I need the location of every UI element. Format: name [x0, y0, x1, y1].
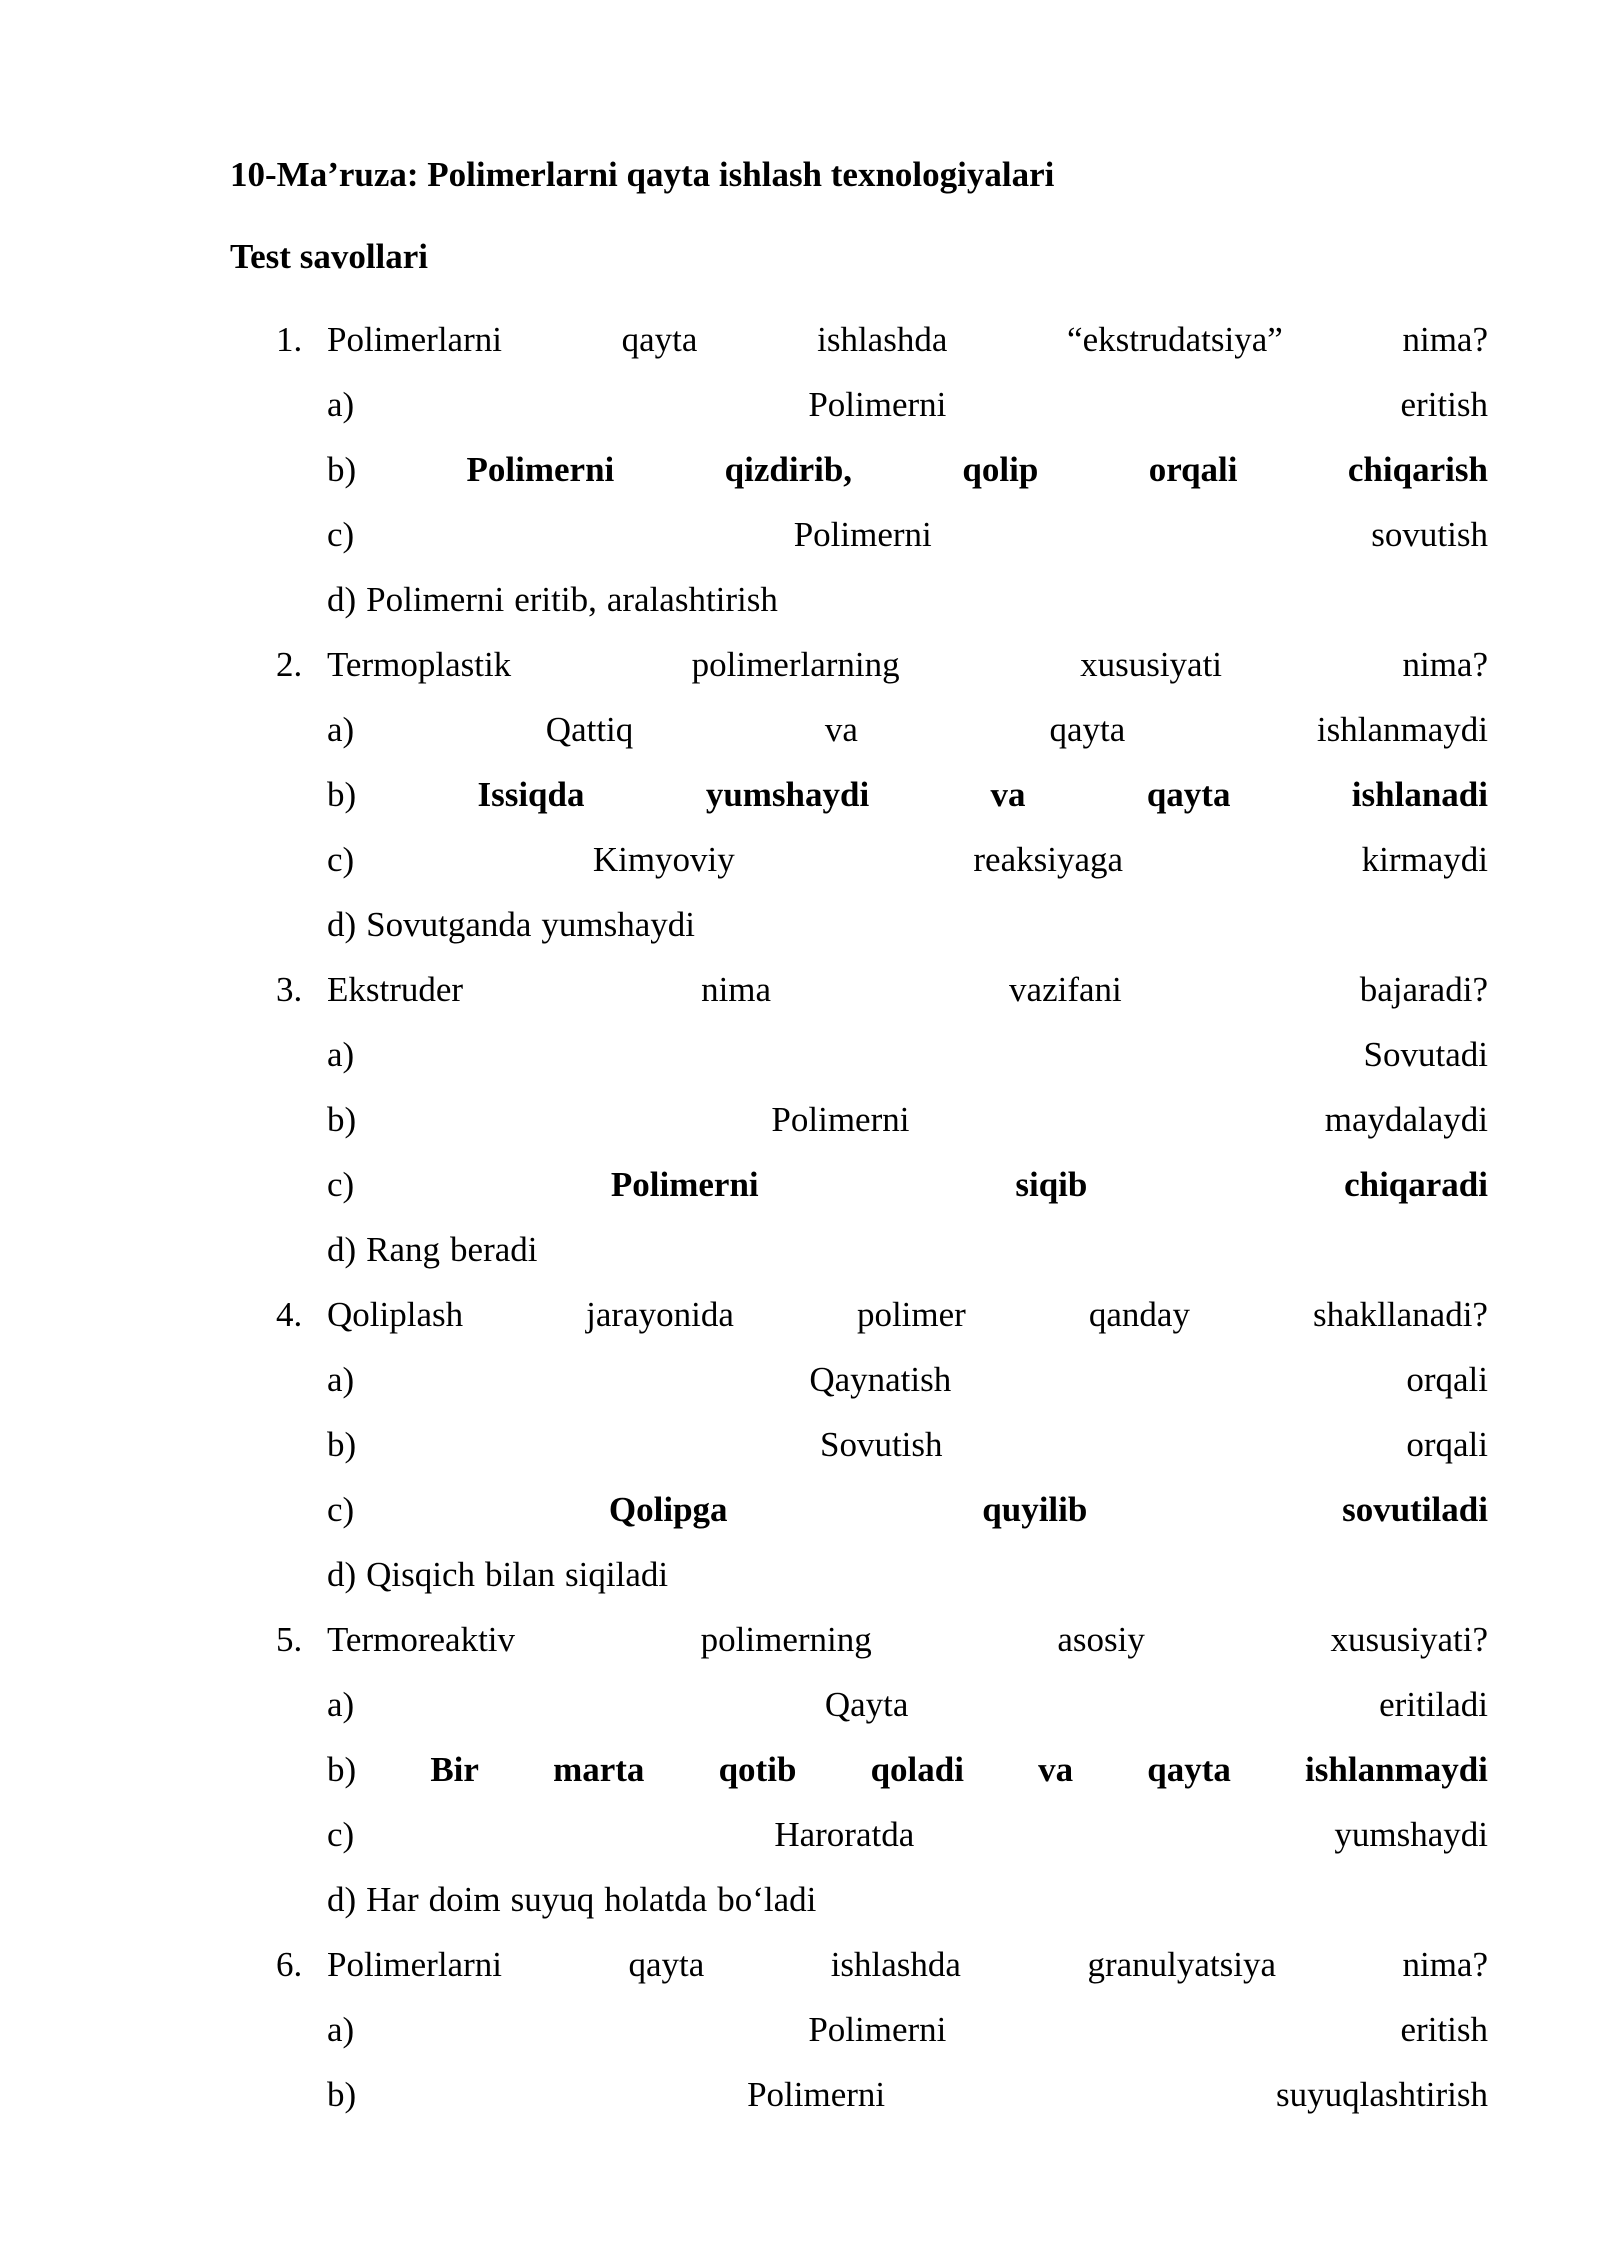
question-word: Qoliplash [327, 1295, 464, 1334]
answer-option [327, 513, 1488, 557]
option-word: qolip [962, 450, 1039, 489]
question-number: 3. [276, 970, 303, 1009]
question-word: polimer [856, 1295, 966, 1334]
option-word: c) [327, 840, 355, 879]
option-word: a) [327, 710, 355, 749]
option-word: d) [327, 580, 357, 619]
answer-option [327, 1683, 1488, 1727]
option-word: Polimerni [366, 580, 505, 619]
option-word: eritish [1400, 2010, 1488, 2049]
answer-option [327, 1358, 1488, 1402]
question-word: Polimerlarni [327, 1945, 502, 1984]
option-word: qayta [1049, 710, 1126, 749]
option-word: b) [327, 775, 357, 814]
option-word: Issiqda [477, 775, 585, 814]
question-word: qanday [1088, 1295, 1190, 1334]
option-word: siqib [1015, 1165, 1088, 1204]
option-word: orqali [1406, 1425, 1488, 1464]
answer-option [327, 1228, 1488, 1272]
question-text [327, 318, 1488, 362]
option-word: b) [327, 1100, 357, 1139]
option-word: qayta [1146, 775, 1231, 814]
answer-option-correct [327, 1163, 1488, 1207]
option-word: Kimyoviy [592, 840, 735, 879]
option-word: yumshaydi [705, 775, 870, 814]
answer-option [327, 1423, 1488, 1467]
option-word: Polimerni [793, 515, 932, 554]
option-word: eritish [1400, 385, 1488, 424]
option-word: b) [327, 2075, 357, 2114]
answer-option [327, 1553, 1488, 1597]
option-word: sovutish [1371, 515, 1488, 554]
option-word: va [824, 710, 858, 749]
option-word: va [990, 775, 1026, 814]
question-word: nima? [1402, 1945, 1488, 1984]
question-word: Polimerlarni [327, 320, 502, 359]
question-word: nima? [1402, 320, 1488, 359]
question-word: Ekstruder [327, 970, 464, 1009]
option-word: a) [327, 385, 355, 424]
question-text [327, 1943, 1488, 1987]
option-word: b) [327, 1425, 357, 1464]
option-word: Qattiq [545, 710, 634, 749]
answer-option-correct [327, 1488, 1488, 1532]
option-word: Sovutish [819, 1425, 943, 1464]
option-word: Qayta [824, 1685, 909, 1724]
option-word: a) [327, 1035, 355, 1074]
question-word: vazifani [1009, 970, 1122, 1009]
option-word: Bir [430, 1750, 479, 1789]
answer-option [327, 838, 1488, 882]
option-word: suyuq [510, 1880, 595, 1919]
answer-option [327, 708, 1488, 752]
answer-option-correct [327, 1748, 1488, 1792]
answer-option-correct [327, 773, 1488, 817]
question-word: ishlashda [830, 1945, 961, 1984]
option-word: yumshaydi [541, 905, 696, 944]
question-word: polimerning [700, 1620, 872, 1659]
question-word: asosiy [1057, 1620, 1145, 1659]
question-word: qayta [621, 320, 698, 359]
option-word: aralashtirish [606, 580, 778, 619]
option-word: Polimerni [747, 2075, 886, 2114]
option-word: siqiladi [565, 1555, 669, 1594]
question-word: xususiyati [1080, 645, 1223, 684]
option-word: marta [553, 1750, 645, 1789]
question-word: Termoreaktiv [327, 1620, 516, 1659]
option-word: suyuqlashtirish [1276, 2075, 1488, 2114]
question-text [327, 643, 1488, 687]
answer-option [327, 2008, 1488, 2052]
option-word: Rang [366, 1230, 441, 1269]
option-word: ishlanmaydi [1305, 1750, 1488, 1789]
option-word: eritiladi [1379, 1685, 1488, 1724]
option-word: Sovutadi [1363, 1035, 1488, 1074]
question-word: qayta [628, 1945, 705, 1984]
option-word: Sovutganda [366, 905, 532, 944]
option-word: b) [327, 450, 357, 489]
question-word: shakllanadi? [1313, 1295, 1488, 1334]
question-word: ishlashda [817, 320, 948, 359]
option-word: Qaynatish [809, 1360, 952, 1399]
option-word: Har [366, 1880, 419, 1919]
option-word: sovutiladi [1342, 1490, 1488, 1529]
question-word: Termoplastik [327, 645, 512, 684]
option-word: c) [327, 515, 355, 554]
option-word: kirmaydi [1361, 840, 1488, 879]
option-word: qayta [1147, 1750, 1231, 1789]
answer-option [327, 903, 1488, 947]
question-text [327, 1293, 1488, 1337]
option-word: d) [327, 1230, 357, 1269]
answer-option [327, 1878, 1488, 1922]
question-word: nima? [1402, 645, 1488, 684]
option-word: bo‘ladi [717, 1880, 817, 1919]
question-word: jarayonida [586, 1295, 734, 1334]
option-word: bilan [485, 1555, 556, 1594]
option-word: ishlanmaydi [1316, 710, 1488, 749]
option-word: Qolipga [608, 1490, 728, 1529]
option-word: orqali [1406, 1360, 1488, 1399]
option-word: Polimerni [610, 1165, 759, 1204]
option-word: Polimerni [808, 2010, 947, 2049]
option-word: c) [327, 1815, 355, 1854]
option-word: doim [428, 1880, 501, 1919]
question-number: 5. [276, 1620, 303, 1659]
option-word: a) [327, 2010, 355, 2049]
option-word: Polimerni [466, 450, 615, 489]
option-word: a) [327, 1685, 355, 1724]
option-word: d) [327, 1555, 357, 1594]
option-word: c) [327, 1165, 355, 1204]
option-word: qizdirib, [724, 450, 853, 489]
answer-option [327, 383, 1488, 427]
question-number: 4. [276, 1295, 303, 1334]
answer-option [327, 2073, 1488, 2117]
document-title: 10-Ma’ruza: Polimerlarni qayta ishlash texnologiyalari [230, 155, 1055, 194]
option-word: orqali [1148, 450, 1238, 489]
option-word: b) [327, 1750, 357, 1789]
question-word: “ekstrudatsiya” [1067, 320, 1283, 359]
option-word: va [1038, 1750, 1074, 1789]
option-word: Polimerni [808, 385, 947, 424]
question-number: 6. [276, 1945, 303, 1984]
option-word: c) [327, 1490, 355, 1529]
option-word: beradi [450, 1230, 538, 1269]
option-word: Polimerni [771, 1100, 910, 1139]
question-word: polimerlarning [691, 645, 900, 684]
option-word: d) [327, 1880, 357, 1919]
option-word: holatda [604, 1880, 708, 1919]
option-word: quyilib [982, 1490, 1088, 1529]
answer-option [327, 1033, 1488, 1077]
option-word: reaksiyaga [973, 840, 1124, 879]
option-word: Qisqich [366, 1555, 476, 1594]
answer-option [327, 578, 1488, 622]
answer-option [327, 1813, 1488, 1857]
option-word: Haroratda [774, 1815, 915, 1854]
answer-option [327, 1098, 1488, 1142]
option-word: maydalaydi [1324, 1100, 1488, 1139]
question-number: 2. [276, 645, 303, 684]
answer-option-correct [327, 448, 1488, 492]
option-word: a) [327, 1360, 355, 1399]
question-word: bajaradi? [1359, 970, 1488, 1009]
question-word: nima [701, 970, 772, 1009]
question-text [327, 1618, 1488, 1662]
option-word: d) [327, 905, 357, 944]
option-word: yumshaydi [1334, 1815, 1488, 1854]
question-number: 1. [276, 320, 303, 359]
option-word: chiqarish [1347, 450, 1488, 489]
question-word: xususiyati? [1330, 1620, 1488, 1659]
option-word: chiqaradi [1344, 1165, 1488, 1204]
option-word: eritib, [514, 580, 597, 619]
question-text [327, 968, 1488, 1012]
option-word: qoladi [870, 1750, 964, 1789]
option-word: ishlanadi [1351, 775, 1488, 814]
section-title: Test savollari [230, 237, 429, 276]
option-word: qotib [718, 1750, 797, 1789]
question-word: granulyatsiya [1087, 1945, 1276, 1984]
